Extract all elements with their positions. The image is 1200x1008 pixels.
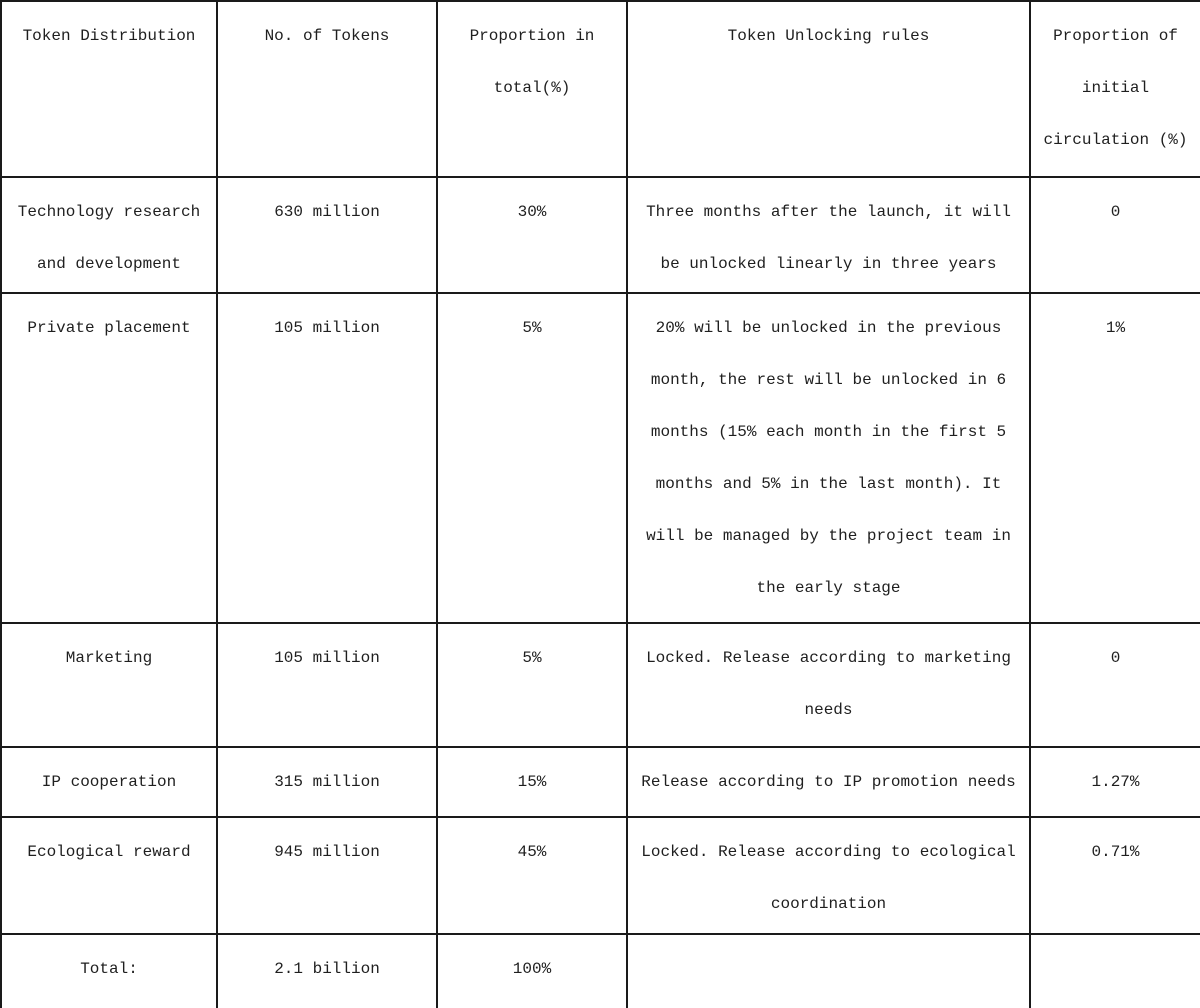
cell-initial: 1% bbox=[1030, 293, 1200, 623]
cell-distribution: Marketing bbox=[1, 623, 217, 747]
cell-total-initial-empty bbox=[1030, 934, 1200, 1008]
table-row-total bbox=[1, 934, 1200, 1008]
table-row-technology-research bbox=[1, 177, 1200, 293]
table-header-row bbox=[1, 1, 1200, 177]
cell-proportion: 45% bbox=[437, 817, 627, 934]
cell-total-label: Total: bbox=[1, 934, 217, 1008]
cell-initial: 1.27% bbox=[1030, 747, 1200, 817]
cell-distribution: IP cooperation bbox=[1, 747, 217, 817]
cell-rules: Release according to IP promotion needs bbox=[627, 747, 1030, 817]
cell-distribution: Ecological reward bbox=[1, 817, 217, 934]
cell-proportion: 30% bbox=[437, 177, 627, 293]
cell-tokens: 105 million bbox=[217, 623, 437, 747]
cell-distribution: Technology research and development bbox=[1, 177, 217, 293]
cell-distribution: Private placement bbox=[1, 293, 217, 623]
cell-rules: Three months after the launch, it will be unlocked linearly in three years bbox=[627, 177, 1030, 293]
header-cell-unlocking-rules: Token Unlocking rules bbox=[627, 1, 1030, 177]
cell-proportion: 5% bbox=[437, 293, 627, 623]
table-row-ip-cooperation bbox=[1, 747, 1200, 817]
cell-initial: 0.71% bbox=[1030, 817, 1200, 934]
header-cell-no-of-tokens: No. of Tokens bbox=[217, 1, 437, 177]
table-row-marketing bbox=[1, 623, 1200, 747]
header-cell-token-distribution: Token Distribution bbox=[1, 1, 217, 177]
header-cell-initial-circulation: Proportion of initial circulation (%) bbox=[1030, 1, 1200, 177]
cell-rules: Locked. Release according to marketing needs bbox=[627, 623, 1030, 747]
cell-rules: 20% will be unlocked in the previous month, the rest will be unlocked in 6 months (15% each month in the first 5 months and 5% in the last month). It will be managed by the project team in the early stage bbox=[627, 293, 1030, 623]
table-row-ecological-reward bbox=[1, 817, 1200, 934]
table-row-private-placement bbox=[1, 293, 1200, 623]
cell-tokens: 630 million bbox=[217, 177, 437, 293]
cell-tokens: 105 million bbox=[217, 293, 437, 623]
cell-initial: 0 bbox=[1030, 623, 1200, 747]
cell-proportion: 15% bbox=[437, 747, 627, 817]
cell-tokens: 945 million bbox=[217, 817, 437, 934]
header-cell-proportion-total: Proportion in total(%) bbox=[437, 1, 627, 177]
cell-total-tokens: 2.1 billion bbox=[217, 934, 437, 1008]
cell-total-proportion: 100% bbox=[437, 934, 627, 1008]
cell-rules: Locked. Release according to ecological coordination bbox=[627, 817, 1030, 934]
cell-proportion: 5% bbox=[437, 623, 627, 747]
cell-initial: 0 bbox=[1030, 177, 1200, 293]
cell-total-rules-empty bbox=[627, 934, 1030, 1008]
cell-tokens: 315 million bbox=[217, 747, 437, 817]
